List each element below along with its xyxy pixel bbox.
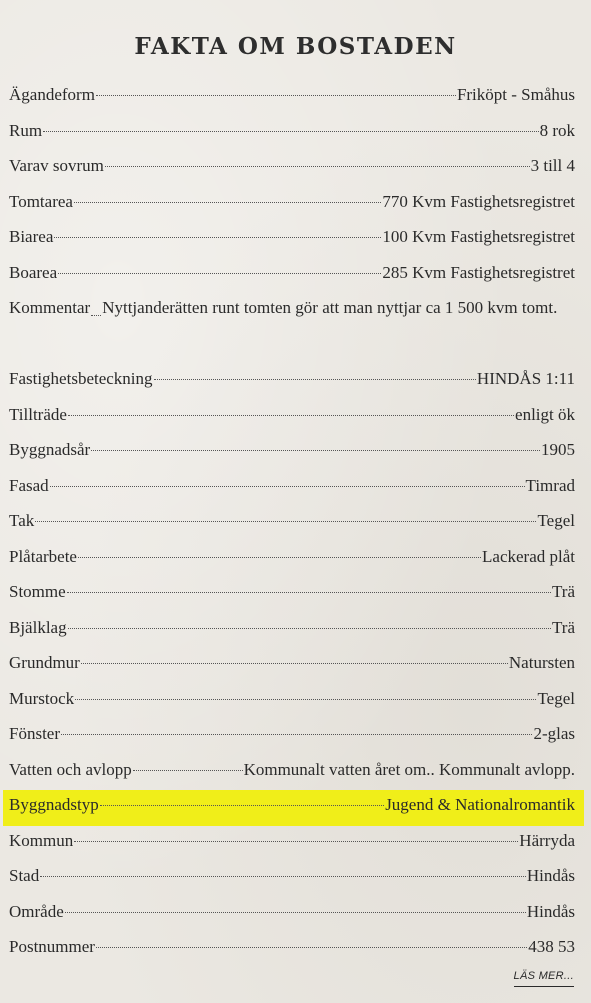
fact-value: Hindås: [526, 901, 575, 921]
fact-label: Stomme: [9, 582, 66, 601]
fact-label: Plåtarbete: [9, 546, 77, 566]
fact-row-rum: [9, 116, 575, 152]
fact-value: 770 Kvm Fastighetsregistret: [382, 191, 575, 211]
fact-label: Byggnadsår: [9, 440, 91, 459]
dotted-leader: [91, 450, 540, 451]
fact-value: 2-glas: [533, 724, 575, 743]
fact-value: Härryda: [519, 830, 575, 850]
dotted-leader: [40, 876, 526, 877]
fact-label: Byggnadstyp: [9, 795, 99, 814]
fact-row-postnummer: [9, 932, 575, 968]
fact-label: Varav sovrum: [9, 156, 104, 175]
fact-row-tomtarea: [9, 187, 575, 223]
fact-row-grundmur: [9, 648, 575, 684]
fact-row-kommentar: [9, 293, 575, 364]
fact-value: Nyttjanderätten runt tomten gör att man nyttjar ca 1 500 kvm tomt.: [102, 298, 558, 317]
fact-value: Timrad: [525, 475, 575, 495]
fact-label: Postnummer: [9, 937, 95, 956]
fact-value: 100 Kvm Fastighetsregistret: [382, 227, 575, 246]
dotted-leader: [74, 841, 518, 842]
fact-row-fasad: [9, 471, 575, 507]
fact-row-tak: [9, 506, 575, 542]
fact-label: Bjälklag: [9, 617, 67, 637]
fact-value: enligt ök: [515, 404, 575, 424]
dotted-leader: [74, 202, 381, 203]
page-title: FAKTA OM BOSTADEN: [134, 33, 457, 61]
fact-label: Stad: [9, 866, 40, 885]
dotted-leader: [68, 628, 551, 629]
dotted-leader: [58, 273, 381, 274]
fact-label: Grundmur: [9, 653, 80, 672]
fact-label: Område: [9, 901, 64, 921]
fact-value: Tegel: [537, 688, 575, 708]
dotted-leader: [65, 912, 526, 913]
fact-label: Murstock: [9, 688, 75, 708]
fact-value: HINDÅS 1:11: [476, 369, 575, 388]
fact-row-tilltrade: [9, 400, 575, 436]
fact-label: Vatten och avlopp: [9, 759, 132, 779]
fact-label: Rum: [9, 120, 43, 140]
fact-label: Tomtarea: [9, 191, 73, 211]
fact-label: Kommun: [9, 830, 74, 850]
fact-row-vatten-och-avlopp: [9, 755, 575, 791]
fact-label: Tillträde: [9, 404, 67, 424]
fact-label: Fönster: [9, 724, 60, 743]
fact-row-boarea: [9, 258, 575, 294]
dotted-leader: [68, 415, 514, 416]
fact-row-agandeform: [9, 80, 575, 116]
dotted-leader: [67, 592, 551, 593]
fact-row-biarea: [9, 222, 575, 258]
fact-label: Kommentar: [9, 298, 91, 317]
fact-value: 285 Kvm Fastighetsregistret: [382, 262, 575, 282]
fact-value: 3 till 4: [530, 156, 575, 175]
dotted-leader: [78, 557, 481, 558]
fact-row-byggnadstyp: [3, 790, 584, 826]
dotted-leader: [43, 131, 539, 132]
dotted-leader: [96, 947, 527, 948]
fact-value: 438 53: [528, 937, 575, 956]
fact-label: Tak: [9, 511, 35, 530]
fact-value: Jugend & Nationalromantik: [385, 795, 575, 814]
fact-row-kommun: [9, 826, 575, 862]
fact-value: 8 rok: [539, 120, 575, 140]
dotted-leader: [61, 734, 532, 735]
read-more-link[interactable]: LÄS MER...: [514, 970, 574, 987]
fact-label: Ägandeform: [9, 85, 95, 104]
fact-value: Hindås: [526, 866, 575, 885]
fact-row-byggnadsar: [9, 435, 575, 471]
facts-list: [9, 80, 575, 968]
fact-row-stomme: [9, 577, 575, 613]
dotted-leader: [81, 663, 508, 664]
dotted-leader: [133, 770, 243, 771]
fact-value: Lackerad plåt: [482, 546, 575, 566]
fact-label: Fasad: [9, 475, 49, 495]
fact-row-murstock: [9, 684, 575, 720]
fact-row-fastighetsbeteckning: [9, 364, 575, 400]
fact-value: 1905: [541, 440, 575, 459]
fact-value: Tegel: [537, 511, 575, 530]
fact-row-fonster: [9, 719, 575, 755]
fact-value: Natursten: [508, 653, 575, 672]
fact-label: Fastighetsbeteckning: [9, 369, 153, 388]
fact-value: Trä: [552, 582, 575, 601]
fact-value: Trä: [552, 617, 575, 637]
fact-row-stad: [9, 861, 575, 897]
fact-row-omrade: [9, 897, 575, 933]
dotted-leader: [54, 237, 381, 238]
dotted-leader: [154, 379, 476, 380]
fact-row-bjalklag: [9, 613, 575, 649]
fact-row-platarbete: [9, 542, 575, 578]
dotted-leader: [105, 166, 530, 167]
dotted-leader: [50, 486, 525, 487]
fact-row-varav-sovrum: [9, 151, 575, 187]
fact-label: Biarea: [9, 227, 54, 246]
dotted-leader: [100, 805, 384, 806]
fact-label: Boarea: [9, 262, 58, 282]
dotted-leader: [91, 315, 101, 316]
dotted-leader: [75, 699, 536, 700]
fact-value: Kommunalt vatten året om.. Kommunalt avlopp.: [243, 759, 575, 779]
dotted-leader: [35, 521, 536, 522]
fact-value: Friköpt - Småhus: [456, 85, 575, 104]
dotted-leader: [96, 95, 456, 96]
